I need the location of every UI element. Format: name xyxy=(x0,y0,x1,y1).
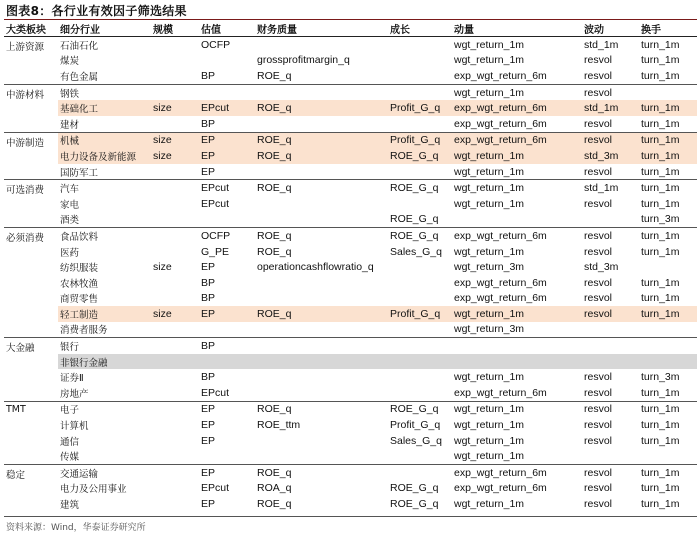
turnover-cell xyxy=(639,338,697,354)
industry-cell: 轻工制造 xyxy=(58,306,151,322)
quality-cell xyxy=(255,291,388,307)
table-row xyxy=(4,244,697,260)
valuation-cell: EP xyxy=(199,132,255,148)
quality-cell xyxy=(255,116,388,132)
quality-cell: ROE_q xyxy=(255,180,388,196)
industry-cell: 家电 xyxy=(60,199,80,211)
momentum-cell: exp_wgt_return_6m xyxy=(454,69,547,82)
size-cell: size xyxy=(151,132,199,148)
volatility-cell: resvol xyxy=(584,419,613,432)
growth-cell xyxy=(388,275,452,291)
turnover-cell: turn_1m xyxy=(641,165,680,178)
volatility-cell: std_3m xyxy=(584,261,619,274)
size-cell xyxy=(151,37,199,53)
momentum-cell: wgt_return_1m xyxy=(452,306,582,322)
volatility-cell: resvol xyxy=(584,434,613,447)
quality-cell: ROE_q xyxy=(255,148,388,164)
table-row xyxy=(4,196,697,212)
valuation-cell: EPcut xyxy=(201,386,230,399)
industry-cell: 证券Ⅱ xyxy=(60,373,84,385)
quality-cell: grossprofitmargin_q xyxy=(257,54,350,67)
momentum-cell xyxy=(452,338,582,354)
volatility-cell xyxy=(582,212,639,228)
momentum-cell: wgt_return_1m xyxy=(454,197,525,210)
turnover-cell: turn_1m xyxy=(641,498,680,511)
momentum-cell: exp_wgt_return_6m xyxy=(454,117,547,130)
valuation-cell: EP xyxy=(199,465,255,481)
volatility-cell xyxy=(582,322,639,338)
table-row xyxy=(4,338,697,354)
valuation-cell xyxy=(199,354,255,370)
table-row xyxy=(4,275,697,291)
momentum-cell: exp_wgt_return_6m xyxy=(454,386,547,399)
turnover-cell: turn_1m xyxy=(639,132,697,148)
momentum-cell: exp_wgt_return_6m xyxy=(454,276,547,289)
volatility-cell: resvol xyxy=(584,54,613,67)
momentum-cell xyxy=(452,354,582,370)
valuation-cell: BP xyxy=(199,338,255,354)
size-cell xyxy=(151,338,199,354)
quality-cell xyxy=(255,212,388,228)
growth-cell xyxy=(388,291,452,307)
valuation-cell: EP xyxy=(199,306,255,322)
valuation-cell: OCFP xyxy=(199,37,255,53)
table-row xyxy=(4,465,697,481)
growth-cell xyxy=(388,385,452,401)
volatility-cell: resvol xyxy=(582,132,639,148)
header-size: 规模 xyxy=(151,21,199,37)
header-turnover: 换手 xyxy=(639,21,697,37)
size-cell xyxy=(151,465,199,481)
turnover-cell: turn_1m xyxy=(641,245,680,258)
table-row xyxy=(4,100,697,116)
size-cell xyxy=(151,291,199,307)
volatility-cell: resvol xyxy=(584,69,613,82)
quality-cell: ROE_q xyxy=(255,306,388,322)
industry-cell: 基础化工 xyxy=(58,100,151,116)
valuation-cell: EPcut xyxy=(199,100,255,116)
valuation-cell: EP xyxy=(201,498,216,511)
momentum-cell: wgt_return_1m xyxy=(454,450,525,463)
volatility-cell xyxy=(582,338,639,354)
volatility-cell: resvol xyxy=(584,165,613,178)
growth-cell: Profit_G_q xyxy=(388,306,452,322)
valuation-cell: BP xyxy=(201,292,216,305)
size-cell xyxy=(151,164,199,180)
turnover-cell: turn_1m xyxy=(641,54,680,67)
table-row xyxy=(4,401,697,417)
quality-cell: operationcashflowratio_q xyxy=(257,261,374,274)
volatility-cell: std_3m xyxy=(582,148,639,164)
industry-cell: 有色金属 xyxy=(60,71,99,83)
quality-cell: ROA_q xyxy=(257,482,292,495)
volatility-cell: resvol xyxy=(584,371,613,384)
valuation-cell xyxy=(199,53,255,69)
header-industry: 细分行业 xyxy=(58,21,151,37)
industry-cell: 消费者服务 xyxy=(60,325,108,337)
growth-cell: ROE_G_q xyxy=(388,180,452,196)
volatility-cell: resvol xyxy=(584,276,613,289)
turnover-cell: turn_1m xyxy=(641,386,680,399)
size-cell xyxy=(151,53,199,69)
quality-cell xyxy=(255,275,388,291)
industry-cell: 银行 xyxy=(58,338,151,354)
sector-cell: 必须消费 xyxy=(4,228,58,338)
table-row xyxy=(4,228,697,244)
momentum-cell: wgt_return_1m xyxy=(452,37,582,53)
sector-cell: 上游资源 xyxy=(4,37,58,85)
industry-cell: 建筑 xyxy=(60,500,80,512)
table-row xyxy=(4,417,697,433)
momentum-cell: wgt_return_1m xyxy=(452,148,582,164)
growth-cell: Profit_G_q xyxy=(390,419,441,432)
quality-cell xyxy=(255,322,388,338)
size-cell: size xyxy=(151,306,199,322)
industry-cell: 钢铁 xyxy=(58,84,151,100)
factor-table xyxy=(4,21,697,512)
growth-cell: ROE_G_q xyxy=(390,213,439,226)
quality-cell xyxy=(255,338,388,354)
size-cell xyxy=(151,417,199,433)
momentum-cell: wgt_return_1m xyxy=(454,434,525,447)
size-cell: size xyxy=(153,261,172,274)
size-cell xyxy=(151,354,199,370)
industry-cell: 农林牧渔 xyxy=(60,278,99,290)
valuation-cell: EP xyxy=(199,148,255,164)
quality-cell xyxy=(255,433,388,449)
table-row xyxy=(4,354,697,370)
momentum-cell: exp_wgt_return_6m xyxy=(452,132,582,148)
quality-cell: ROE_q xyxy=(257,498,292,511)
bottom-rule xyxy=(4,516,697,517)
growth-cell: ROE_G_q xyxy=(388,148,452,164)
volatility-cell: std_1m xyxy=(582,100,639,116)
industry-cell: 计算机 xyxy=(60,421,89,433)
quality-cell xyxy=(255,354,388,370)
turnover-cell: turn_1m xyxy=(641,117,680,130)
growth-cell: ROE_G_q xyxy=(388,228,452,244)
industry-cell: 国防军工 xyxy=(60,167,99,179)
table-row xyxy=(4,448,697,464)
valuation-cell: EP xyxy=(201,434,216,447)
industry-cell: 房地产 xyxy=(60,388,89,400)
growth-cell xyxy=(388,448,452,464)
header-growth: 成长 xyxy=(388,21,452,37)
momentum-cell: wgt_return_1m xyxy=(454,498,525,511)
turnover-cell xyxy=(639,354,697,370)
growth-cell xyxy=(388,196,452,212)
turnover-cell: turn_1m xyxy=(639,228,697,244)
industry-cell: 医药 xyxy=(60,247,80,259)
momentum-cell: exp_wgt_return_6m xyxy=(452,228,582,244)
growth-cell xyxy=(388,68,452,84)
growth-cell xyxy=(388,53,452,69)
volatility-cell: resvol xyxy=(584,245,613,258)
momentum-cell: wgt_return_1m xyxy=(454,245,525,258)
valuation-cell xyxy=(199,448,255,464)
momentum-cell: exp_wgt_return_6m xyxy=(454,482,547,495)
growth-cell xyxy=(388,116,452,132)
valuation-cell: EPcut xyxy=(199,180,255,196)
quality-cell xyxy=(255,369,388,385)
valuation-cell: BP xyxy=(201,117,216,130)
valuation-cell: EP xyxy=(201,165,216,178)
growth-cell: ROE_G_q xyxy=(390,482,439,495)
industry-cell: 商贸零售 xyxy=(60,294,99,306)
sector-cell: TMT xyxy=(4,401,58,464)
size-cell xyxy=(151,401,199,417)
growth-cell xyxy=(388,465,452,481)
turnover-cell: turn_1m xyxy=(639,465,697,481)
size-cell xyxy=(151,244,199,260)
table-row xyxy=(4,37,697,53)
quality-cell: ROE_q xyxy=(255,100,388,116)
table-row xyxy=(4,291,697,307)
sector-cell: 可选消费 xyxy=(4,180,58,228)
quality-cell xyxy=(255,37,388,53)
quality-cell xyxy=(255,164,388,180)
quality-cell: ROE_q xyxy=(255,228,388,244)
valuation-cell xyxy=(199,212,255,228)
table-row xyxy=(4,306,697,322)
growth-cell xyxy=(388,322,452,338)
sector-cell: 稳定 xyxy=(4,465,58,512)
volatility-cell: std_1m xyxy=(582,37,639,53)
volatility-cell: resvol xyxy=(584,386,613,399)
momentum-cell: exp_wgt_return_6m xyxy=(452,100,582,116)
valuation-cell: BP xyxy=(201,69,216,82)
table-row xyxy=(4,132,697,148)
industry-cell: 机械 xyxy=(58,132,151,148)
size-cell: size xyxy=(151,100,199,116)
size-cell xyxy=(151,385,199,401)
industry-cell: 石油石化 xyxy=(58,37,151,53)
table-row xyxy=(4,369,697,385)
header-volatility: 波动 xyxy=(582,21,639,37)
industry-cell: 电子 xyxy=(58,401,151,417)
size-cell xyxy=(151,116,199,132)
industry-cell: 电力设备及新能源 xyxy=(58,148,151,164)
header-valuation: 估值 xyxy=(199,21,255,37)
industry-cell: 纺织服装 xyxy=(60,263,99,275)
growth-cell xyxy=(388,369,452,385)
turnover-cell: turn_1m xyxy=(641,482,680,495)
volatility-cell: resvol xyxy=(584,197,613,210)
turnover-cell: turn_1m xyxy=(641,69,680,82)
industry-cell: 电力及公用事业 xyxy=(60,484,127,496)
quality-cell xyxy=(255,448,388,464)
valuation-cell: G_PE xyxy=(201,245,230,258)
volatility-cell: resvol xyxy=(582,306,639,322)
growth-cell xyxy=(388,37,452,53)
turnover-cell: turn_1m xyxy=(641,434,680,447)
valuation-cell xyxy=(199,84,255,100)
size-cell xyxy=(151,84,199,100)
momentum-cell xyxy=(452,212,582,228)
turnover-cell: turn_1m xyxy=(639,37,697,53)
momentum-cell: wgt_return_1m xyxy=(454,165,525,178)
growth-cell xyxy=(388,338,452,354)
volatility-cell: std_1m xyxy=(582,180,639,196)
quality-cell: ROE_q xyxy=(255,465,388,481)
turnover-cell xyxy=(639,448,697,464)
momentum-cell: wgt_return_1m xyxy=(452,180,582,196)
valuation-cell: EP xyxy=(201,419,216,432)
momentum-cell: wgt_return_1m xyxy=(454,54,525,67)
sector-cell: 中游材料 xyxy=(4,84,58,132)
valuation-cell: OCFP xyxy=(199,228,255,244)
volatility-cell: resvol xyxy=(584,498,613,511)
industry-cell: 酒类 xyxy=(60,215,80,227)
table-row xyxy=(4,68,697,84)
quality-cell: ROE_ttm xyxy=(257,419,301,432)
industry-cell: 食品饮料 xyxy=(58,228,151,244)
size-cell xyxy=(151,481,199,497)
size-cell: size xyxy=(151,148,199,164)
quality-cell xyxy=(255,385,388,401)
industry-cell: 传媒 xyxy=(60,452,80,464)
size-cell xyxy=(151,180,199,196)
momentum-cell: exp_wgt_return_6m xyxy=(452,465,582,481)
momentum-cell: wgt_return_1m xyxy=(454,371,525,384)
turnover-cell: turn_1m xyxy=(641,292,680,305)
table-row xyxy=(4,116,697,132)
turnover-cell: turn_1m xyxy=(641,197,680,210)
turnover-cell xyxy=(639,322,697,338)
table-row xyxy=(4,164,697,180)
valuation-cell: EPcut xyxy=(201,482,230,495)
table-row xyxy=(4,53,697,69)
industry-cell: 交通运输 xyxy=(58,465,151,481)
turnover-cell: turn_1m xyxy=(641,276,680,289)
size-cell xyxy=(151,212,199,228)
volatility-cell xyxy=(582,448,639,464)
turnover-cell: turn_1m xyxy=(639,148,697,164)
valuation-cell: BP xyxy=(201,276,216,289)
size-cell xyxy=(151,322,199,338)
growth-cell: Sales_G_q xyxy=(390,245,442,258)
quality-cell: ROE_q xyxy=(257,245,292,258)
table-row xyxy=(4,212,697,228)
volatility-cell: resvol xyxy=(582,465,639,481)
growth-cell: Profit_G_q xyxy=(388,100,452,116)
size-cell xyxy=(151,228,199,244)
sector-cell: 大金融 xyxy=(4,338,58,401)
turnover-cell: turn_1m xyxy=(639,100,697,116)
growth-cell xyxy=(388,164,452,180)
volatility-cell: resvol xyxy=(582,401,639,417)
table-row xyxy=(4,84,697,100)
volatility-cell: resvol xyxy=(582,84,639,100)
header-quality: 财务质量 xyxy=(255,21,388,37)
table-row xyxy=(4,259,697,275)
valuation-cell: EP xyxy=(199,401,255,417)
turnover-cell: turn_1m xyxy=(639,180,697,196)
turnover-cell: turn_3m xyxy=(641,213,680,226)
volatility-cell: resvol xyxy=(582,228,639,244)
growth-cell xyxy=(388,259,452,275)
volatility-cell: resvol xyxy=(584,117,613,130)
figure-title: 图表8：各行业有效因子筛选结果 xyxy=(6,4,187,18)
industry-cell: 通信 xyxy=(60,436,80,448)
momentum-cell: wgt_return_3m xyxy=(454,261,525,274)
turnover-cell xyxy=(639,84,697,100)
quality-cell: ROE_q xyxy=(257,69,292,82)
valuation-cell xyxy=(199,322,255,338)
turnover-cell xyxy=(639,259,697,275)
growth-cell: Sales_G_q xyxy=(390,434,442,447)
quality-cell: ROE_q xyxy=(255,132,388,148)
industry-cell: 煤炭 xyxy=(60,56,80,68)
valuation-cell: EP xyxy=(201,261,216,274)
table-row xyxy=(4,433,697,449)
size-cell xyxy=(151,433,199,449)
header-sector: 大类板块 xyxy=(4,21,58,37)
size-cell xyxy=(151,275,199,291)
table-row xyxy=(4,180,697,196)
growth-cell: Profit_G_q xyxy=(388,132,452,148)
table-header-row xyxy=(4,21,697,37)
industry-cell: 汽车 xyxy=(58,180,151,196)
momentum-cell: wgt_return_1m xyxy=(452,401,582,417)
source-note: 资料来源：Wind，华泰证券研究所 xyxy=(6,523,146,533)
growth-cell: ROE_G_q xyxy=(390,498,439,511)
size-cell xyxy=(151,496,199,512)
header-momentum: 动量 xyxy=(452,21,582,37)
size-cell xyxy=(151,369,199,385)
volatility-cell: resvol xyxy=(584,482,613,495)
size-cell xyxy=(151,448,199,464)
title-rule xyxy=(4,19,697,20)
momentum-cell: wgt_return_3m xyxy=(454,323,525,336)
growth-cell: ROE_G_q xyxy=(388,401,452,417)
table-row xyxy=(4,481,697,497)
growth-cell xyxy=(388,354,452,370)
turnover-cell: turn_1m xyxy=(641,419,680,432)
turnover-cell: turn_3m xyxy=(641,371,680,384)
turnover-cell: turn_1m xyxy=(639,401,697,417)
table-row xyxy=(4,385,697,401)
valuation-cell: EPcut xyxy=(201,197,230,210)
size-cell xyxy=(151,68,199,84)
table-row xyxy=(4,496,697,512)
momentum-cell: exp_wgt_return_6m xyxy=(454,292,547,305)
growth-cell xyxy=(388,84,452,100)
industry-cell: 非银行金融 xyxy=(58,354,151,370)
momentum-cell: wgt_return_1m xyxy=(454,419,525,432)
table-row xyxy=(4,148,697,164)
turnover-cell: turn_1m xyxy=(639,306,697,322)
quality-cell xyxy=(255,84,388,100)
quality-cell: ROE_q xyxy=(255,401,388,417)
volatility-cell: resvol xyxy=(584,292,613,305)
valuation-cell: BP xyxy=(201,371,216,384)
table-row xyxy=(4,322,697,338)
quality-cell xyxy=(255,196,388,212)
momentum-cell: wgt_return_1m xyxy=(452,84,582,100)
industry-cell: 建材 xyxy=(60,119,80,131)
volatility-cell xyxy=(582,354,639,370)
sector-cell: 中游制造 xyxy=(4,132,58,180)
size-cell xyxy=(151,196,199,212)
